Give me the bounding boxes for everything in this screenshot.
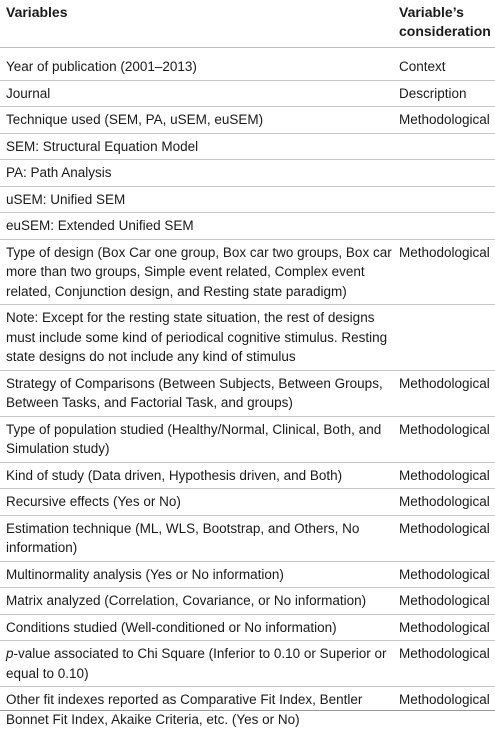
consideration-cell: Methodological — [399, 619, 490, 635]
consideration-cell: Methodological — [399, 375, 490, 391]
table-row — [0, 107, 495, 134]
table-row — [0, 213, 495, 240]
table-row — [0, 463, 495, 490]
header-variables: Variables — [6, 4, 68, 20]
variable-cell: PA: Path Analysis — [6, 165, 112, 180]
table-row — [0, 641, 495, 687]
variable-cell: Other fit indexes reported as Comparative Fit Index, Bentler Bonnet Fit Index, Akaike Criteria, etc. (Yes or No) — [6, 692, 363, 727]
variable-cell: Strategy of Comparisons (Between Subjects, Between Groups, Between Tasks, and Factorial Task, and groups) — [6, 375, 383, 410]
variable-cell: euSEM: Extended Unified SEM — [6, 218, 194, 233]
table-row — [0, 516, 495, 562]
variable-cell — [6, 641, 394, 686]
table-row — [0, 489, 495, 516]
variable-text: -value associated to Chi Square (Inferior to 0.10 or Superior or equal to 0.10) — [6, 646, 387, 681]
p-italic: p — [6, 646, 14, 661]
consideration-cell: Description — [399, 85, 467, 101]
consideration-cell: Methodological — [399, 692, 490, 707]
variable-cell: Journal — [6, 85, 51, 101]
consideration-cell: Context — [399, 59, 446, 74]
consideration-cell: Methodological — [399, 467, 490, 483]
variable-cell: Recursive effects (Yes or No) — [6, 494, 181, 509]
consideration-cell — [399, 134, 495, 140]
consideration-cell — [399, 160, 495, 166]
variable-cell: Multinormality analysis (Yes or No information) — [6, 566, 284, 582]
consideration-cell: Methodological — [399, 112, 490, 127]
table-row — [0, 562, 495, 589]
variable-cell: Note: Except for the resting state situation, the rest of designs must include some kind of periodical cognitive stimulus. Resting state designs do not include any kind of stimulus — [6, 310, 388, 364]
table-row — [0, 417, 495, 463]
variable-cell: Kind of study (Data driven, Hypothesis driven, and Both) — [6, 467, 343, 483]
variable-cell: Type of population studied (Healthy/Normal, Clinical, Both, and Simulation study) — [6, 421, 382, 456]
table-body — [0, 54, 495, 732]
consideration-cell: Methodological — [399, 244, 490, 260]
variable-cell: Type of design (Box Car one group, Box car two groups, Box car more than two groups, Simple event related, Complex event related, Conjunction design, and Resting state paradigm) — [6, 244, 392, 299]
consideration-cell: Methodological — [399, 646, 490, 661]
variable-cell: SEM: Structural Equation Model — [6, 138, 199, 154]
variable-cell: Matrix analyzed (Correlation, Covariance, or No information) — [6, 593, 367, 608]
table-row — [0, 615, 495, 642]
consideration-cell: Methodological — [399, 566, 490, 582]
table-row — [0, 160, 495, 187]
consideration-cell: Methodological — [399, 494, 490, 509]
table-header — [0, 0, 495, 48]
consideration-cell — [399, 305, 495, 311]
consideration-cell: Methodological — [399, 593, 490, 608]
variable-cell: Estimation technique (ML, WLS, Bootstrap, and Others, No information) — [6, 520, 360, 555]
table-row — [0, 588, 495, 615]
variable-cell: Conditions studied (Well-conditioned or No information) — [6, 619, 337, 635]
consideration-cell — [399, 187, 495, 193]
header-consideration — [399, 3, 491, 41]
consideration-cell: Methodological — [399, 421, 490, 437]
table-row — [0, 305, 495, 371]
table-row — [0, 187, 495, 214]
table-row — [0, 371, 495, 417]
variable-cell: Year of publication (2001–2013) — [6, 59, 197, 74]
consideration-cell: Methodological — [399, 520, 490, 536]
table-row — [0, 81, 495, 108]
variable-cell: uSEM: Unified SEM — [6, 191, 126, 207]
header-consideration-line2: consideration — [399, 23, 491, 39]
table-row — [0, 240, 495, 306]
header-consideration-line1: Variable’s — [399, 4, 464, 20]
table-row — [0, 134, 495, 161]
variable-cell: Technique used (SEM, PA, uSEM, euSEM) — [6, 112, 264, 127]
consideration-cell — [399, 213, 495, 219]
table-row — [0, 54, 495, 81]
